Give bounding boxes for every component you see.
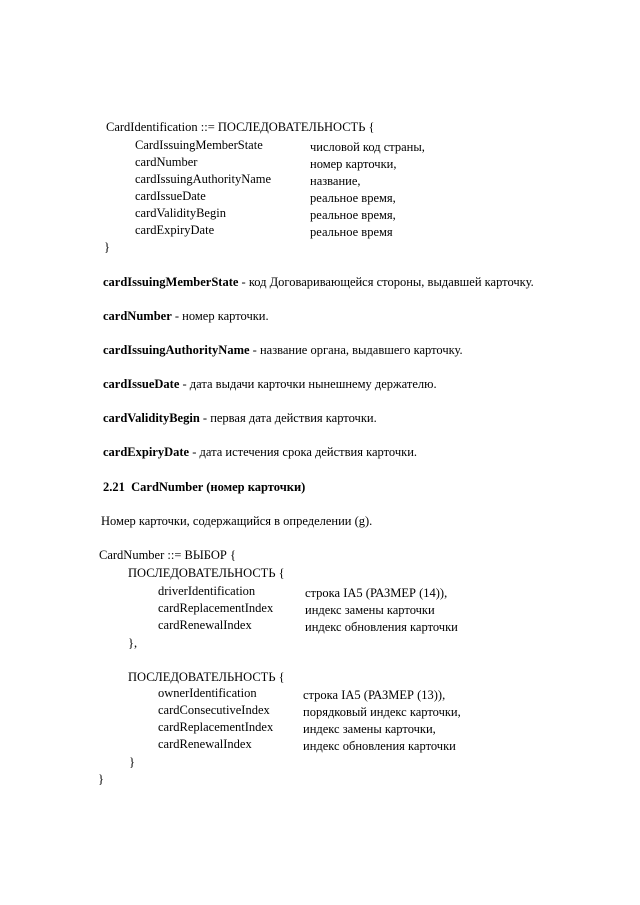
field-name: cardRenewalIndex	[158, 737, 252, 751]
field-desc: индекс обновления карточки	[305, 620, 458, 634]
definition-text: - первая дата действия карточки.	[199, 411, 377, 425]
field-name: cardIssuingAuthorityName	[135, 172, 272, 186]
definition-text: - дата истечения срока действия карточки.	[189, 445, 418, 459]
field-desc: индекс обновления карточки	[303, 739, 456, 753]
definition-text: - название органа, выдавшего карточку.	[249, 343, 463, 357]
field-name: cardReplacementIndex	[158, 601, 274, 615]
section-title: CardNumber (номер карточки)	[131, 480, 306, 494]
definition-line	[103, 445, 417, 460]
field-name: driverIdentification	[158, 584, 256, 598]
field-name: cardIssueDate	[135, 189, 206, 203]
field-name: cardRenewalIndex	[158, 618, 252, 632]
definition-line	[103, 377, 437, 392]
field-desc: индекс замены карточки	[305, 603, 435, 617]
field-name: CardIssuingMemberState	[135, 138, 263, 152]
definition-term: cardIssuingAuthorityName	[103, 343, 250, 357]
field-name: ownerIdentification	[158, 686, 257, 700]
closing-brace: }	[104, 240, 110, 254]
field-name: cardExpiryDate	[135, 223, 215, 237]
definition-term: cardValidityBegin	[103, 411, 200, 425]
field-name: cardReplacementIndex	[158, 720, 274, 734]
section-heading	[103, 480, 305, 495]
field-name: cardConsecutiveIndex	[158, 703, 270, 717]
field-desc: индекс замены карточки,	[303, 722, 436, 736]
sequence-close: }	[129, 755, 135, 769]
sequence-header: ПОСЛЕДОВАТЕЛЬНОСТЬ {	[128, 670, 285, 684]
card-identification-header: CardIdentification ::= ПОСЛЕДОВАТЕЛЬНОСТЬ {	[106, 120, 375, 134]
field-desc: название,	[310, 174, 361, 188]
field-desc: порядковый индекс карточки,	[303, 705, 461, 719]
definition-line	[103, 309, 269, 324]
definition-term: cardNumber	[103, 309, 172, 323]
field-desc: реальное время,	[310, 208, 396, 222]
field-desc: числовой код страны,	[310, 140, 425, 154]
definition-text: - дата выдачи карточки нынешнему держателю.	[179, 377, 437, 391]
definition-text: - код Договаривающейся стороны, выдавшей карточку.	[238, 275, 534, 289]
definition-term: cardIssuingMemberState	[103, 275, 239, 289]
card-number-header: CardNumber ::= ВЫБОР {	[99, 548, 236, 562]
definition-text: - номер карточки.	[171, 309, 269, 323]
field-desc: строка IA5 (РАЗМЕР (13)),	[303, 688, 446, 702]
field-desc: номер карточки,	[310, 157, 397, 171]
definition-line	[103, 275, 534, 290]
field-name: cardValidityBegin	[135, 206, 226, 220]
definition-line	[103, 343, 463, 358]
definition-line	[103, 411, 377, 426]
definition-term: cardIssueDate	[103, 377, 180, 391]
definition-term: cardExpiryDate	[103, 445, 190, 459]
field-name: cardNumber	[135, 155, 198, 169]
section-number: 2.21	[103, 480, 125, 494]
sequence-close: },	[128, 636, 138, 650]
field-desc: реальное время	[310, 225, 393, 239]
sequence-header: ПОСЛЕДОВАТЕЛЬНОСТЬ {	[128, 566, 285, 580]
closing-brace: }	[98, 772, 104, 786]
field-desc: реальное время,	[310, 191, 396, 205]
intro-paragraph: Номер карточки, содержащийся в определении (g).	[101, 514, 373, 528]
field-desc: строка IA5 (РАЗМЕР (14)),	[305, 586, 448, 600]
